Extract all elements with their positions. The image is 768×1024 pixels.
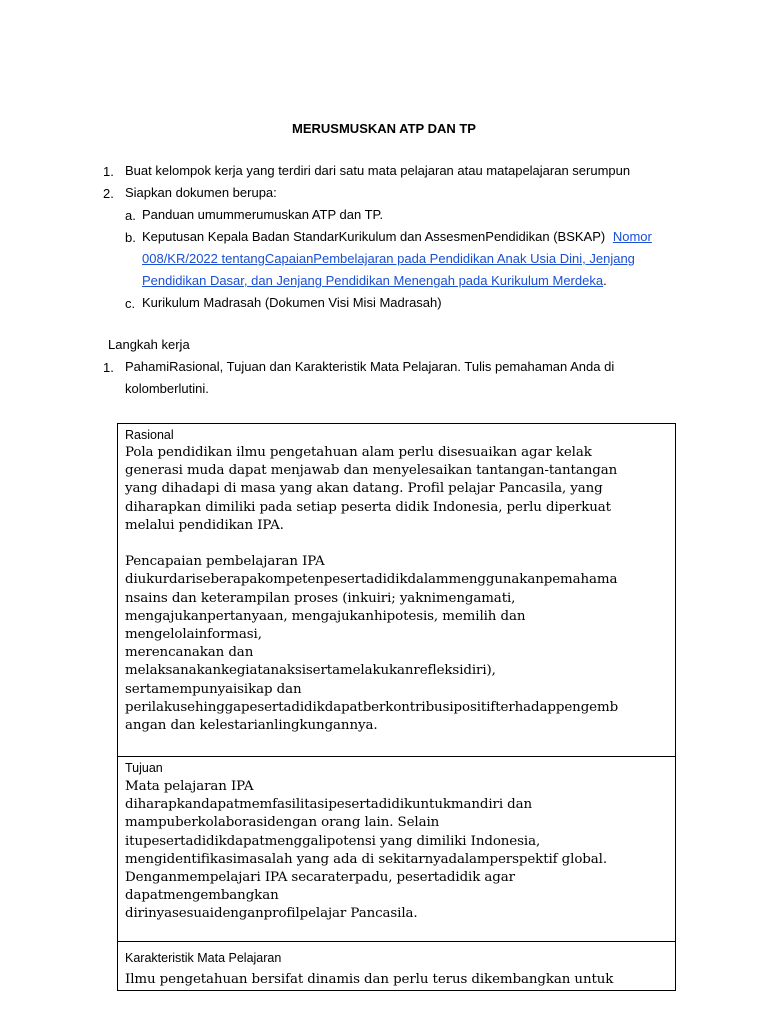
langkah-step-1-line2: kolomberlutini.: [125, 381, 209, 396]
tujuan-body: Mata pelajaran IPA diharapkandapatmemfasilitasipesertadidikuntukmandiri dan mampuberkolaborasidengan orang lain. Selain itupesertadidikdapatmenggalipotensi yang dimiliki Indonesia, mengidentifikasimasalah yang ada di sekitarnyadalamperspektif global. Denganmempelajari IPA secaraterpadu, pesertadidik agar dapatmengembangkan dirinyasesuaidenganprofilpelajar Pancasila.: [125, 779, 607, 922]
langkah-step-1-line1: PahamiRasional, Tujuan dan Karakteristik Mata Pelajaran. Tulis pemahaman Anda di: [125, 359, 615, 374]
tujuan-label: Tujuan: [125, 761, 163, 775]
doc-b-text: [142, 226, 672, 248]
doc-a-letter: a.: [125, 208, 136, 223]
step-2-number: 2.: [103, 186, 114, 201]
doc-c-letter: c.: [125, 296, 136, 311]
step-1-number: 1.: [103, 164, 114, 179]
rasional-box: [117, 423, 676, 757]
karakteristik-label: Karakteristik Mata Pelajaran: [125, 951, 282, 965]
doc-c-text: Kurikulum Madrasah (Dokumen Visi Misi Madrasah): [142, 295, 442, 310]
doc-b-link-line3: [142, 270, 607, 292]
karakteristik-box: [117, 941, 676, 991]
doc-a-text: Panduan umummerumuskan ATP dan TP.: [142, 207, 384, 222]
doc-b-letter: b.: [125, 230, 136, 245]
rasional-label: Rasional: [125, 428, 174, 442]
bskap-link-part1[interactable]: Nomor: [612, 229, 652, 244]
page-title: MERUSMUSKAN ATP DAN TP: [292, 121, 476, 136]
step-2-text: Siapkan dokumen berupa:: [125, 185, 277, 200]
bskap-link-part2[interactable]: 008/KR/2022 tentangCapaianPembelajaran pada Pendidikan Anak Usia Dini, Jenjang: [142, 251, 635, 266]
langkah-kerja-heading: Langkah kerja: [108, 337, 190, 352]
step-1-text: Buat kelompok kerja yang terdiri dari satu mata pelajaran atau matapelajaran serumpun: [125, 163, 631, 178]
tujuan-box: [117, 756, 676, 942]
doc-b-period: .: [603, 273, 607, 288]
bskap-link-part3[interactable]: Pendidikan Dasar, dan Jenjang Pendidikan Menengah pada Kurikulum Merdeka: [142, 273, 604, 288]
langkah-step-1-number: 1.: [103, 360, 114, 375]
doc-b-text-before: Keputusan Kepala Badan StandarKurikulum dan AssesmenPendidikan (BSKAP): [142, 229, 606, 244]
karakteristik-body: Ilmu pengetahuan bersifat dinamis dan perlu terus dikembangkan untuk: [125, 972, 614, 987]
doc-b-link-line2: [142, 248, 635, 270]
rasional-body: Pola pendidikan ilmu pengetahuan alam perlu disesuaikan agar kelak generasi muda dapat menjawab dan menyelesaikan tantangan-tantangan yang dihadapi di masa yang akan datang. Profil pelajar Pancasila, yang diharapkan dimiliki pada setiap peserta didik Indonesia, perlu diperkuat melalui pendidikan IPA. Pencapaian pembelajaran IPA diukurdariseberapakompetenpesertadidikdalammenggunakanpemahama nsains dan keterampilan proses (inkuiri; yaknimengamati, mengajukanpertanyaan, mengajukanhipotesis, memilih dan mengelolainformasi, merencanakan dan melaksanakankegiatanaksisertamelakukanrefleksidiri), sertamempunyaisikap dan perilakusehinggapesertadidikdapatberkontribusipositifterhadappengemb angan dan kelestarianlingkungannya.: [125, 445, 619, 734]
